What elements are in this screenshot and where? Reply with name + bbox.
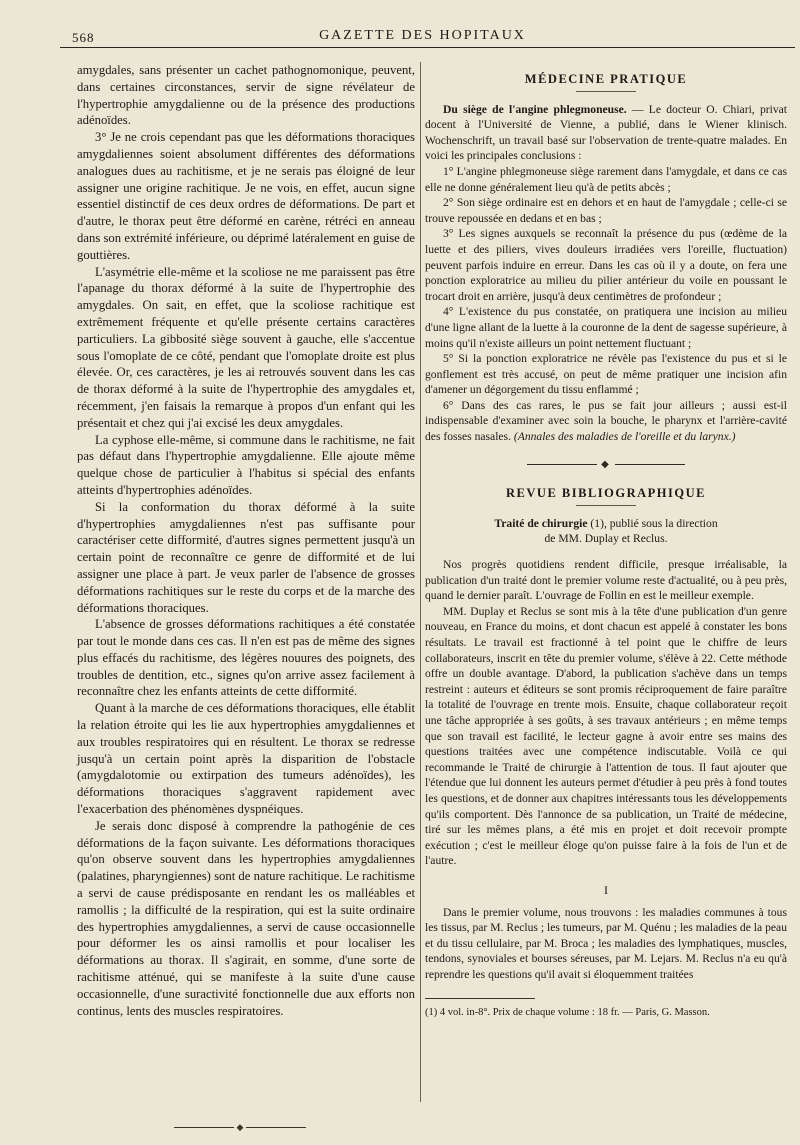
footnote-rule xyxy=(425,998,535,999)
journal-title: GAZETTE DES HOPITAUX xyxy=(319,28,526,43)
column-divider xyxy=(420,62,421,1102)
review-paragraph: Nos progrès quotidiens rendent difficile, presque irréalisable, la publication d'un traité dont le premier volume reste d'actualité, ou à peu près, quand le dernier paraît. L'ouvrage de Follin en est le meilleur exemple. xyxy=(425,558,787,603)
paragraph: Je serais donc disposé à comprendre la pathogénie de ces déformations de la façon suivante. Les déformations thoraciques qu'on observe souvent dans les hypertrophies amygdaliennes (palatines, pharyngiennes) sont de nature rachitique. Le rachitisme a servi de cause prédisposante en rendant les os malléables et ramollis ; la difficulté de la respiration, qui est la suite ordinaire des hypertrophies amygdaliennes, a servi de cause occasionnelle pour déformer les os ainsi ramollis et pour localiser les déformations au thorax. Il s'agirait, en somme, d'une sorte de rachitisme atténué, qui se manifeste à la suite d'une cause occasionnelle, d'une suractivité fonctionnelle due aux efforts non continus, lents des muscles respiratoires. xyxy=(77,818,415,1018)
paragraph: L'absence de grosses déformations rachitiques a été constatée par tout le monde dans ces cas. Il n'en est pas de même des signes plus effacés du rachitisme, des légères nouures des poignets, des troubles de dentition, etc., signes qu'on arrive assez facilement à reconnaître chez les enfants atteints de cette difformité. xyxy=(77,617,415,699)
paragraph: Quant à la marche de ces déformations thoraciques, elle établit la relation étroite qui les lie aux hypertrophies amygdaliennes et aux troubles respiratoires qui en résultent. Le thorax se redresse jusqu'à un certain point après la disparition de l'obstacle (amygdalotomie ou extirpation des tumeurs adénoïdes), les déformations thoraciques s'aggravent rapidement avec l'exacerbation des phénomènes dyspnéiques. xyxy=(77,701,415,817)
paragraph: Si la conformation du thorax déformé à la suite d'hypertrophies amygdaliennes n'est pas suffisante pour caractériser cette difformité, d'autres signes permettent jusqu'à un certain point de reconnaître ce genre de difformité et de lui assigner une place à part. Je veux parler de l'absence de grosses déformations rachitiques sur le reste du corps et de la marche des déformations thoraciques. xyxy=(77,499,415,615)
conclusion-item: 2° Son siège ordinaire est en dehors et en haut de l'amygdale ; celle-ci se trouve repoussée en dedans et en bas ; xyxy=(425,196,787,225)
conclusion-item: 1° L'angine phlegmoneuse siège rarement dans l'amygdale, et dans ce cas elle ne donne généralement lieu qu'à de petits abcès ; xyxy=(425,164,787,194)
conclusion-item: 5° Si la ponction exploratrice ne révèle pas l'existence du pus et si le gonflement est très accusé, on peut de même pratiquer une incision afin d'amener un dégorgement du tissu enflammé ; xyxy=(425,352,787,397)
book-note-ref: (1), publié sous la direction xyxy=(587,516,718,530)
review-paragraph: Dans le premier volume, nous trouvons : les maladies communes à tous les tissus, par M. Reclus ; les tumeurs, par M. Quénu ; les maladies de la peau et du tissu cellulaire, par M. Broca ; les maladies des lymphatiques, muscles, tendons, synoviales et bourses séreuses, par M. Lejars. M. Reclus n'a eu qu'à reprendre les questions qu'il avait si éloquemment traitées xyxy=(425,905,787,981)
citation: (Annales des maladies de l'oreille et du larynx.) xyxy=(513,430,736,444)
book-heading xyxy=(425,516,787,547)
page-number: 568 xyxy=(72,30,95,45)
paragraph: 3° Je ne crois cependant pas que les déformations thoraciques amygdaliennes soient absolument différentes des déformations analogues dues au rachitisme, et je ne serais pas éloigné de leur assigner une origine rachitique. Je ne vois, en effet, aucun signe essentiel distinctif de ces deux ordres de déformations. De part et d'autre, le thorax peut être déformé en carène, rétréci en anneau dans son extrémité inférieure, ou déprimé latéralement en guise de gouttières. xyxy=(77,130,415,262)
bottom-ornament: ◆ xyxy=(140,1122,340,1133)
review-paragraph: MM. Duplay et Reclus se sont mis à la tête d'une publication d'un genre nouveau, en France du moins, et dont chacun est appelé à constater les bons résultats. Le travail est fractionné à tel point que le chiffre de leurs collaborateurs, inscrit en tête du premier volume, s'élève à 22. Cette méthode offre un double avantage. D'abord, la publication s'achève dans un temps restreint : auteurs et éditeurs se sont promis réciproquement de faire paraître la totalité de l'ouvrage en trente mois. Ensuite, chaque collaborateur reçoit une tâche appropriée à ses goûts, à ses travaux antérieurs ; en même temps que son travail est facilité, le lecteur gagne à avoir entre ses mains des questions traitées avec une compétence indiscutable. Voilà ce qui recommande le Traité de chirurgie à l'attention de tous. Il faut ajouter que l'étendue que lui donnent les auteurs permet d'étudier à peu près à fond toutes les questions, et de donner aux chapitres intéressants tous les développements qu'ils comportent. Dès l'annonce de sa publication, un Traité de médecine, tiré sur les mêmes plans, a été mis en projet et doit recevoir prompte exécution ; c'est le meilleur éloge qu'on puisse faire à la fois de l'un et de l'autre. xyxy=(425,604,787,868)
book-authors: de MM. Duplay et Reclus. xyxy=(544,532,668,546)
section-title-medecine-pratique: MÉDECINE PRATIQUE xyxy=(524,72,688,86)
section-title-revue-bibliographique: REVUE BIBLIOGRAPHIQUE xyxy=(506,486,706,501)
conclusion-item: 4° L'existence du pus constatée, on pratiquera une incision au milieu d'une ligne allant de la luette à la couronne de la dent de sagesse supérieure, à moins qu'il n'existe ailleurs un point nettement fluctuant ; xyxy=(425,305,787,350)
paragraph: La cyphose elle-même, si commune dans le rachitisme, ne fait pas défaut dans l'hypertrophie amygdalienne. Elle ajoute même quelque chose de particulier à l'habitus si spécial des enfants atteints d'hypertrophies adénoïdes. xyxy=(77,432,415,497)
right-column xyxy=(425,70,787,1021)
left-column xyxy=(77,62,415,1019)
header-rule xyxy=(60,47,795,48)
ornament-divider: ◆ xyxy=(425,457,787,473)
footnote: (1) 4 vol. in-8°. Prix de chaque volume : 18 fr. — Paris, G. Masson. xyxy=(425,1007,710,1019)
page-header xyxy=(60,24,785,48)
conclusion-item: 6° Dans des cas rares, le pus se fait jour ailleurs ; aussi est-il indispensable d'examiner avec soin la bouche, le pharynx et l'arrière-cavité des fosses nasales. xyxy=(425,398,787,444)
book-title: Traité de chirurgie xyxy=(494,516,588,530)
section-rule xyxy=(576,91,636,92)
paragraph: L'asymétrie elle-même et la scoliose ne me paraissent pas être l'apanage du thorax déformé à la suite de l'hypertrophie des amygdales. On sait, en effet, que la scoliose rachitique est extrêmement fréquente et qu'elle présente certains caractères particuliers. La gibbosité siège souvent à gauche, elle s'accentue sous l'omoplate de ce côté, pendant que l'omoplate droite est plus élevée. Or, ces caractères, je les ai retrouvés souvent dans les cas de thorax déformé à la suite de l'hypertrophie des amygdales et, récemment, j'en faisais la remarque à propos d'un enfant qui les présentait et chez qui j'ai excisé les deux amygdales. xyxy=(77,264,415,430)
paragraph: amygdales, sans présenter un cachet pathognomonique, peuvent, dans certaines circonstances, servir de signe révélateur de l'hypertrophie amygdalienne ou de la présence des productions adénoïdes. xyxy=(77,63,415,128)
conclusion-item: 3° Les signes auxquels se reconnaît la présence du pus (œdème de la luette et des piliers, vives douleurs irradiées vers l'oreille, fluctuation) peuvent parfois induire en erreur. Dans les cas où il y a doute, on fera une ponction exploratrice au milieu du pilier antérieur du voile en poussant le trocart droit en arrière, jusqu'à deux centimètres de profondeur ; xyxy=(425,227,787,303)
article-title: Du siège de l'angine phlegmoneuse. xyxy=(443,102,627,116)
section-rule xyxy=(576,505,636,506)
article-intro: — Le docteur O. Chiari, privat docent à l'Université de Vienne, a publié, dans le Wiener klinisch. Wochenschrift, un travail basé sur l'observation de trente-quatre malades. En voici les principales conclusions : xyxy=(425,102,787,163)
section-number: I xyxy=(604,882,608,897)
